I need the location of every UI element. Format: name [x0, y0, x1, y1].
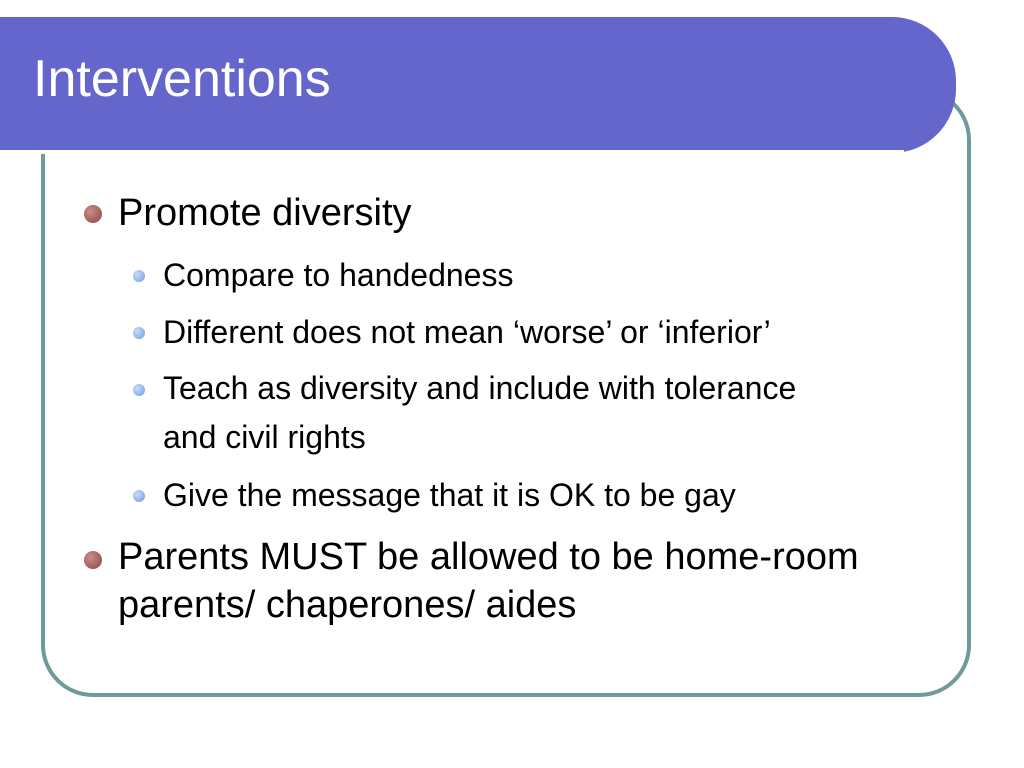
bullet-item: Promote diversity: [118, 192, 412, 234]
sub-bullet-dot-icon: [133, 270, 145, 282]
sub-bullet-dot-icon: [133, 490, 145, 502]
bullet-dot-icon: [84, 205, 102, 223]
sub-bullet-item: Compare to handedness: [163, 257, 514, 293]
bullet-item: Parents MUST be allowed to be home-room parents/ chaperones/ aides: [118, 536, 859, 626]
sub-bullet-item: Teach as diversity and include with tolerance and civil rights: [163, 370, 797, 455]
sub-bullet-item: Give the message that it is OK to be gay: [163, 477, 736, 513]
title-underline: [0, 150, 904, 154]
sub-bullet-item: Different does not mean ‘worse’ or ‘inferior’: [163, 314, 771, 350]
sub-bullet-dot-icon: [133, 327, 145, 339]
slide-title: Interventions: [33, 50, 331, 108]
bullet-dot-icon: [84, 551, 102, 569]
sub-bullet-dot-icon: [133, 384, 145, 396]
